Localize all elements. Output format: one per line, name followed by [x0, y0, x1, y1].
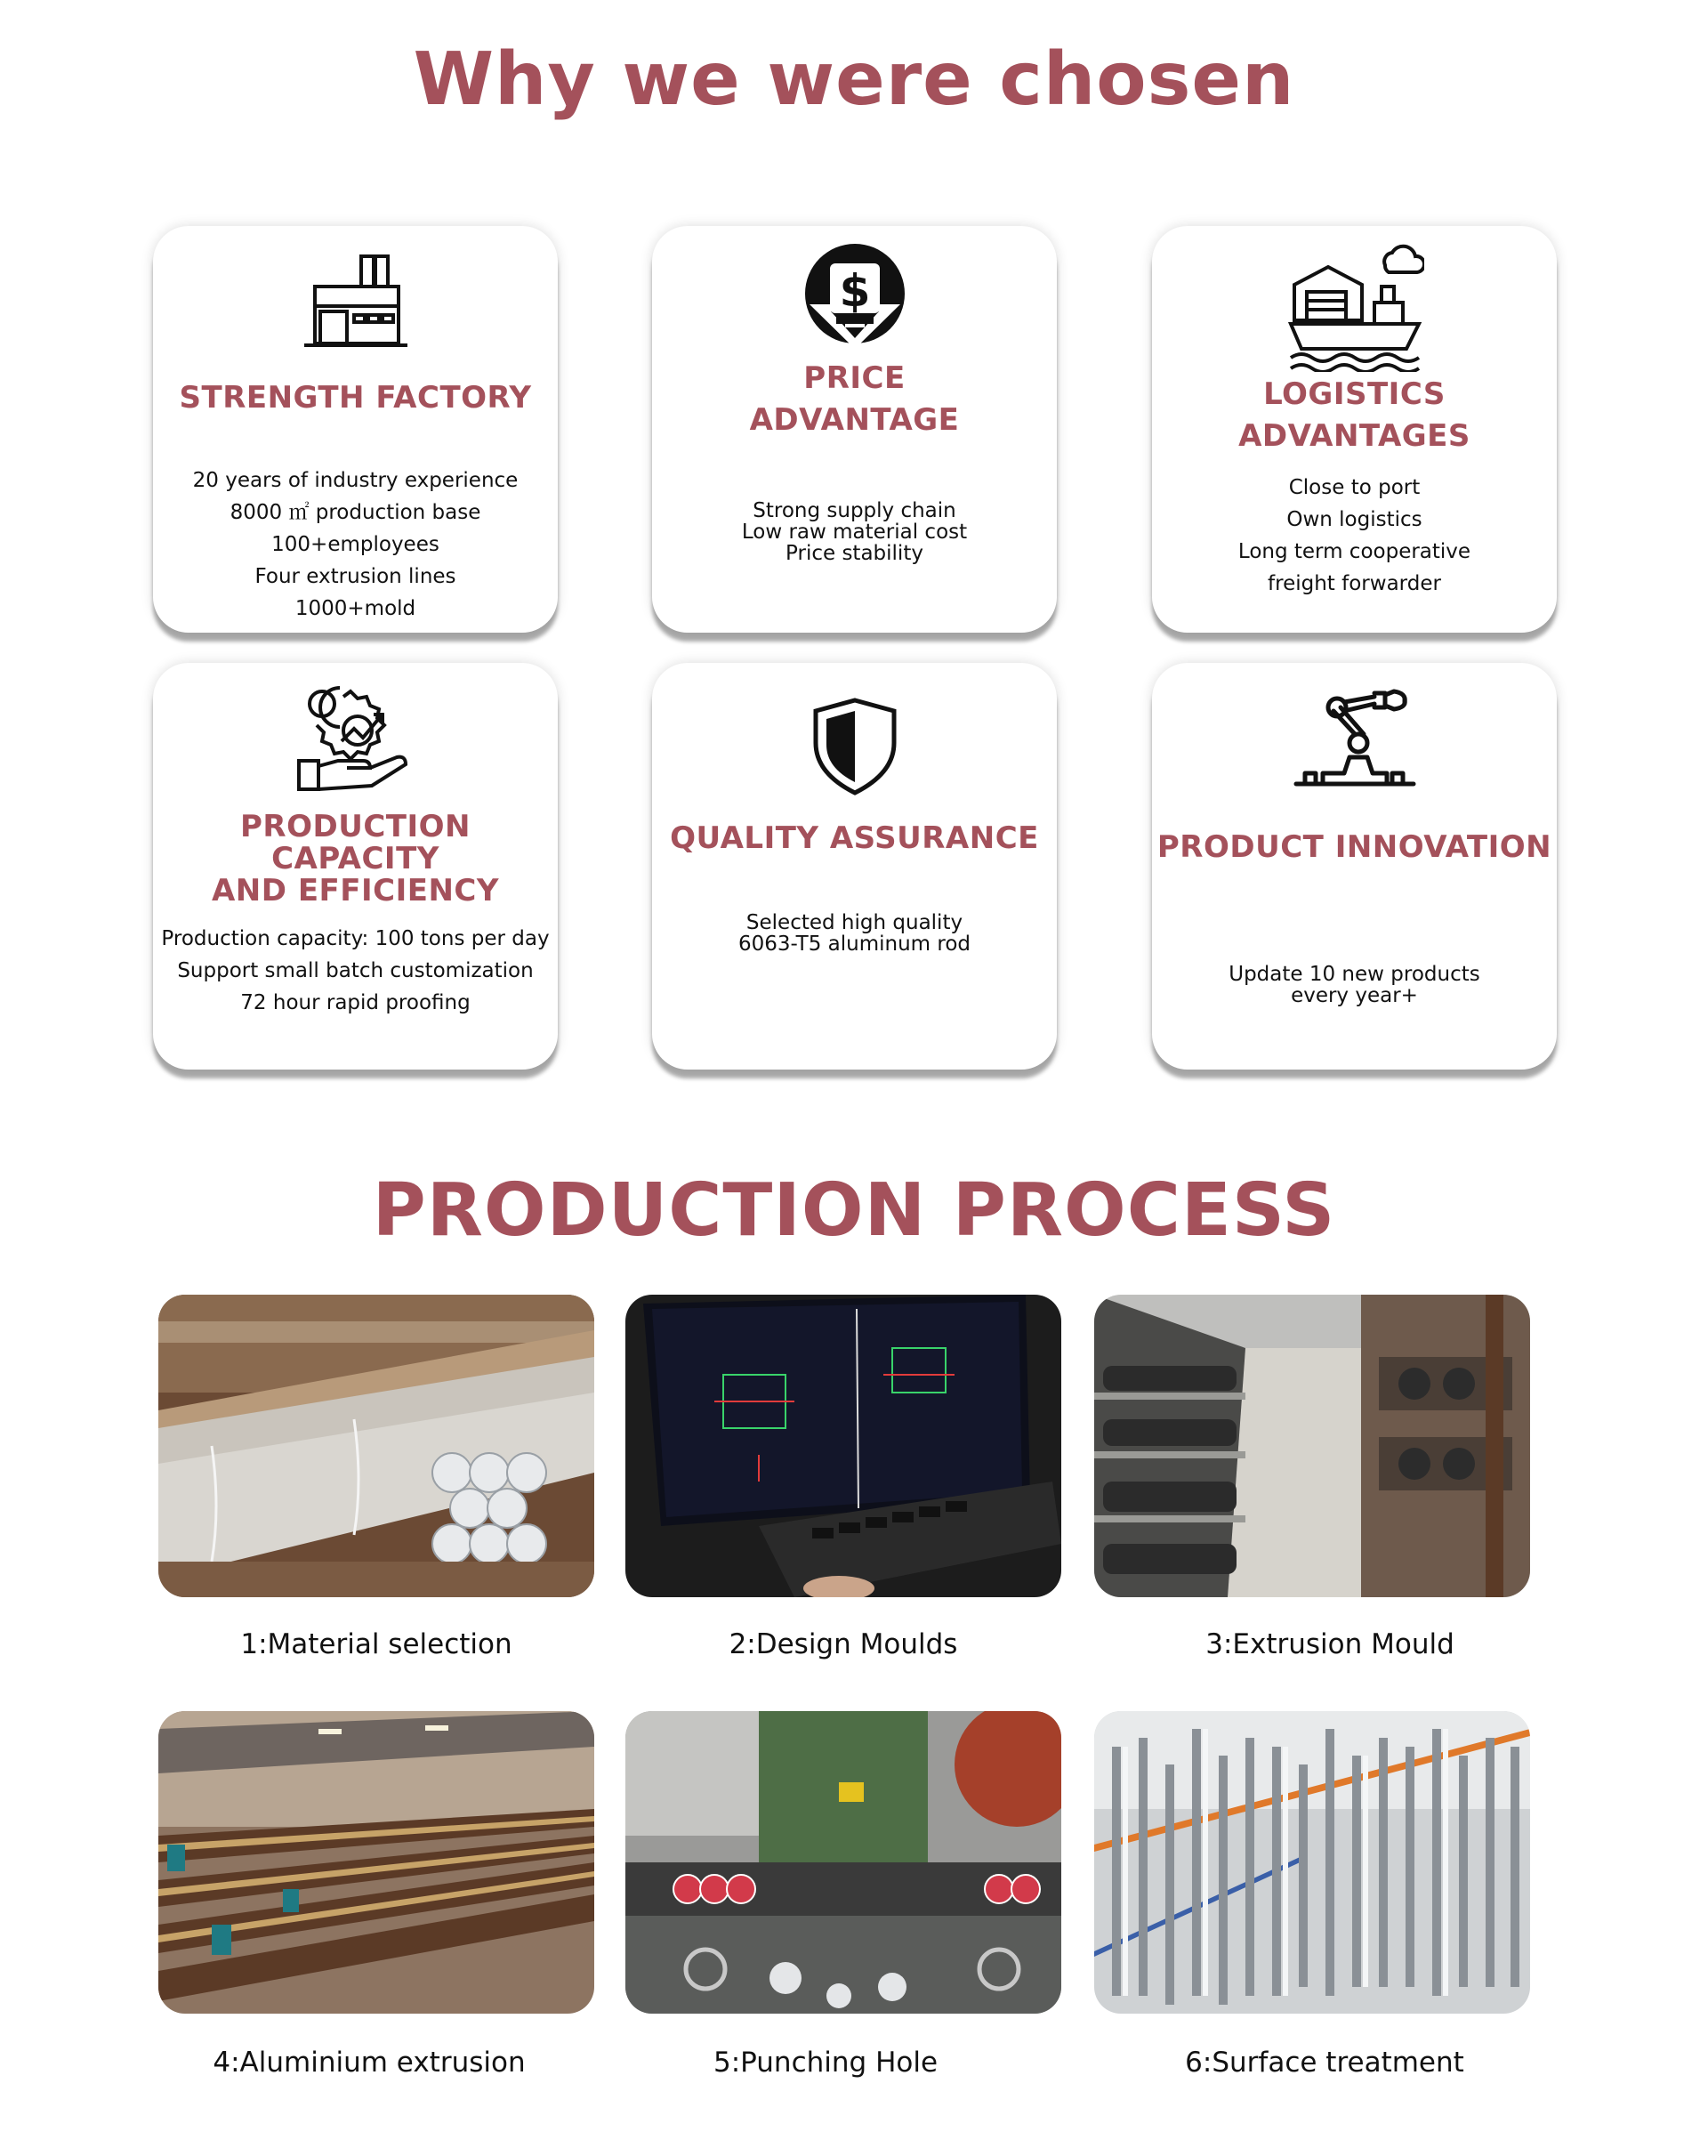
- warehouse-ship-icon: [1285, 238, 1424, 372]
- card-title-line: ADVANTAGE: [749, 402, 960, 438]
- svg-text:$: $: [839, 265, 870, 317]
- shield-icon: [810, 697, 899, 796]
- process-photo-material-selection: [158, 1295, 594, 1597]
- card-title-line: AND EFFICIENCY: [211, 873, 499, 908]
- card-lines: [153, 923, 558, 1019]
- process-caption: 2:Design Moulds: [729, 1628, 958, 1660]
- card-line: 72 hour rapid proofing: [240, 991, 471, 1014]
- card-line: Strong supply chain: [753, 499, 956, 522]
- why-section-title: Why we were chosen: [413, 37, 1295, 122]
- process-photo-design-moulds: [625, 1295, 1061, 1597]
- card-line: Close to port: [1288, 476, 1421, 499]
- card-price-advantage: [652, 226, 1057, 633]
- process-caption: 6:Surface treatment: [1185, 2047, 1464, 2079]
- card-line: 20 years of industry experience: [192, 469, 519, 492]
- card-line: 1000+mold: [294, 597, 416, 620]
- process-photo-extrusion-mould: [1094, 1295, 1530, 1597]
- card-line: Long term cooperative: [1237, 540, 1471, 563]
- process-section-title: PRODUCTION PROCESS: [372, 1168, 1336, 1253]
- card-title: STRENGTH FACTORY: [179, 380, 532, 416]
- card-line: Update 10 new products: [1229, 963, 1480, 986]
- dollar-price-icon: [801, 242, 909, 351]
- card-title: [153, 811, 558, 907]
- card-quality-assurance: [652, 663, 1057, 1070]
- card-lines: [1152, 964, 1557, 1006]
- process-caption: 3:Extrusion Mould: [1205, 1628, 1454, 1660]
- card-logistics-advantages: [1152, 226, 1557, 633]
- card-line: 100+employees: [271, 533, 439, 556]
- card-line: Selected high quality: [745, 911, 963, 934]
- process-caption: 4:Aluminium extrusion: [213, 2047, 526, 2079]
- process-caption: 5:Punching Hole: [713, 2047, 939, 2079]
- card-line: Own logistics: [1286, 508, 1422, 531]
- card-title: PRODUCT INNOVATION: [1156, 829, 1552, 865]
- card-product-innovation: [1152, 663, 1557, 1070]
- process-photo-aluminium-extrusion: [158, 1711, 594, 2014]
- capacity-hand-icon: [295, 679, 416, 795]
- card-lines: [652, 500, 1057, 564]
- card-title-line: PRICE: [803, 360, 906, 396]
- process-caption: 1:Material selection: [240, 1628, 512, 1660]
- card-lines: [652, 912, 1057, 955]
- factory-icon: [302, 253, 409, 352]
- card-line: 6063-T5 aluminum rod: [737, 933, 971, 956]
- card-lines: [153, 464, 558, 625]
- process-photo-surface-treatment: [1094, 1711, 1530, 2014]
- card-line: Production capacity: 100 tons per day: [161, 927, 550, 950]
- robot-arm-icon: [1293, 688, 1417, 791]
- card-line: freight forwarder: [1268, 572, 1441, 595]
- card-line: every year+: [1291, 984, 1418, 1007]
- card-production-capacity: [153, 663, 558, 1070]
- card-lines: [1152, 472, 1557, 600]
- card-line: Support small batch customization: [177, 959, 534, 982]
- card-title-line: PRODUCTION CAPACITY: [240, 809, 471, 876]
- card-line: Price stability: [786, 542, 923, 565]
- card-line: 8000 ㎡ production base: [230, 501, 481, 524]
- card-title: LOGISTICS ADVANTAGES: [1238, 376, 1470, 454]
- card-line: Low raw material cost: [741, 521, 968, 544]
- card-title: [652, 358, 1057, 441]
- process-photo-punching-hole: [625, 1711, 1061, 2014]
- card-line: Four extrusion lines: [254, 565, 456, 588]
- card-strength-factory: [153, 226, 558, 633]
- card-title: QUALITY ASSURANCE: [670, 820, 1039, 856]
